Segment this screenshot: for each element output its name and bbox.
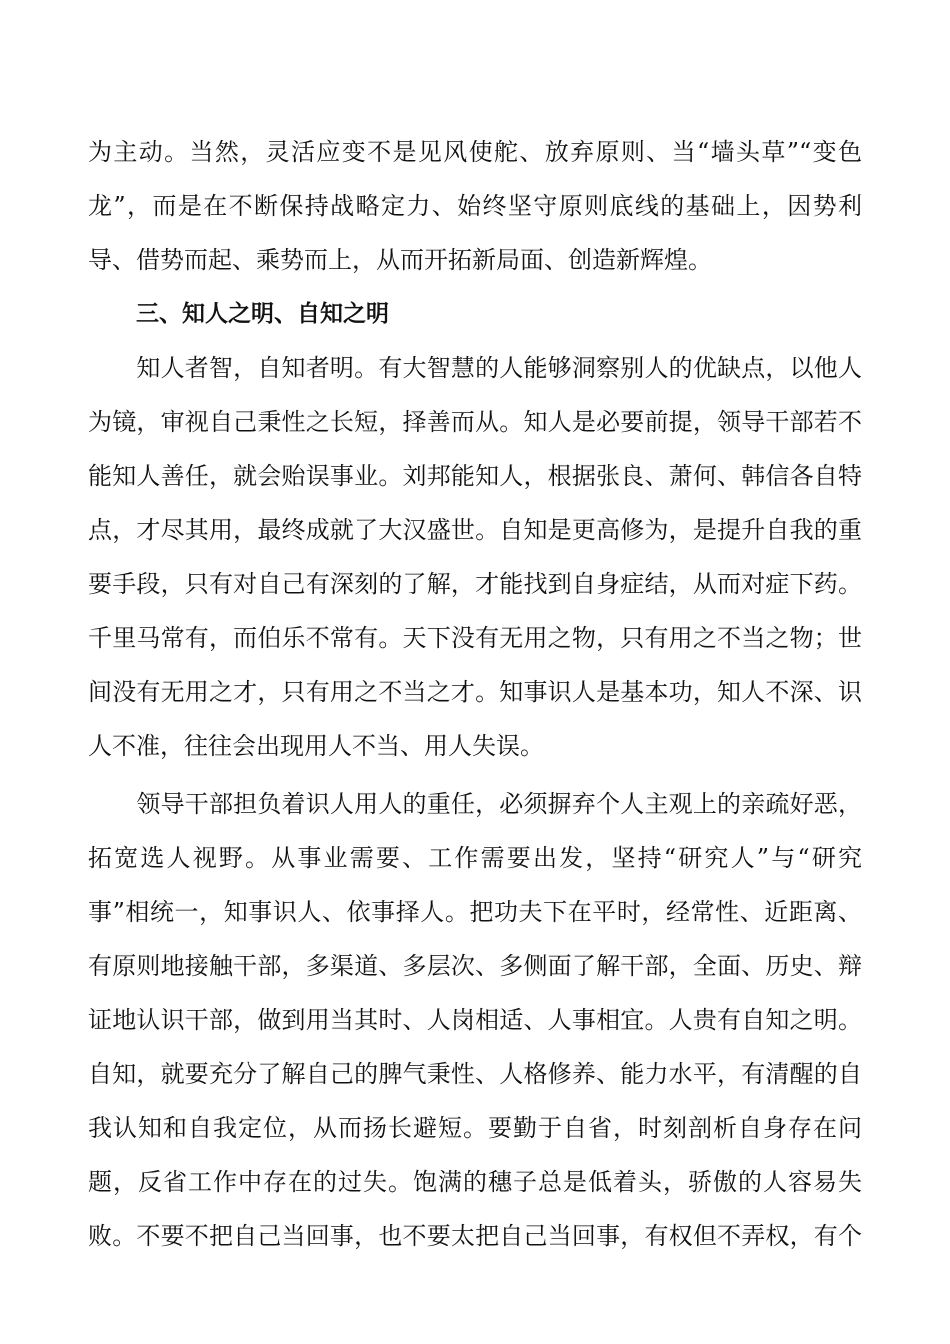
paragraph-3 <box>88 777 862 1263</box>
paragraph-line: 龙”，而是在不断保持战略定力、始终坚守原则底线的基础上，因势利 <box>88 192 862 220</box>
paragraph-line: 点，才尽其用，最终成就了大汉盛世。自知是更高修为，是提升自我的重 <box>88 516 862 544</box>
paragraph-line: 领导干部担负着识人用人的重任，必须摒弃个人主观上的亲疏好恶， <box>88 790 862 818</box>
paragraph-line: 导、借势而起、乘势而上，从而开拓新局面、创造新辉煌。 <box>88 246 712 274</box>
paragraph-line: 题，反省工作中存在的过失。饱满的穗子总是低着头，骄傲的人容易失 <box>88 1168 862 1196</box>
paragraph-line: 千里马常有，而伯乐不常有。天下没有无用之物，只有用之不当之物；世 <box>88 624 862 652</box>
paragraph-line: 知人者智，自知者明。有大智慧的人能够洞察别人的优缺点，以他人 <box>88 354 862 382</box>
section-heading: 三、知人之明、自知之明 <box>136 301 389 327</box>
paragraph-2 <box>88 341 862 773</box>
paragraph-line: 要手段，只有对自己有深刻的了解，才能找到自身症结，从而对症下药。 <box>88 570 862 598</box>
paragraph-line: 人不准，往往会出现用人不当、用人失误。 <box>88 732 544 760</box>
paragraph-line: 为镜，审视自己秉性之长短，择善而从。知人是必要前提，领导干部若不 <box>88 408 862 436</box>
paragraph-line: 事”相统一，知事识人、依事择人。把功夫下在平时，经常性、近距离、 <box>88 898 862 926</box>
document-body <box>88 125 862 1263</box>
paragraph-line: 我认知和自我定位，从而扬长避短。要勤于自省，时刻剖析自身存在问 <box>88 1114 862 1142</box>
paragraph-line: 败。不要不把自己当回事，也不要太把自己当回事，有权但不弄权，有个 <box>88 1222 862 1250</box>
paragraph-1 <box>88 125 862 287</box>
paragraph-line: 有原则地接触干部，多渠道、多层次、多侧面了解干部，全面、历史、辩 <box>88 952 862 980</box>
paragraph-line: 间没有无用之才，只有用之不当之才。知事识人是基本功，知人不深、识 <box>88 678 862 706</box>
paragraph-line: 证地认识干部，做到用当其时、人岗相适、人事相宜。人贵有自知之明。 <box>88 1006 862 1034</box>
paragraph-line: 为主动。当然，灵活应变不是见风使舵、放弃原则、当“墙头草”“变色 <box>88 138 862 166</box>
paragraph-line: 能知人善任，就会贻误事业。刘邦能知人，根据张良、萧何、韩信各自特 <box>88 462 862 490</box>
paragraph-line: 自知，就要充分了解自己的脾气秉性、人格修养、能力水平，有清醒的自 <box>88 1060 862 1088</box>
paragraph-line: 拓宽选人视野。从事业需要、工作需要出发，坚持“研究人”与“研究 <box>88 844 862 872</box>
